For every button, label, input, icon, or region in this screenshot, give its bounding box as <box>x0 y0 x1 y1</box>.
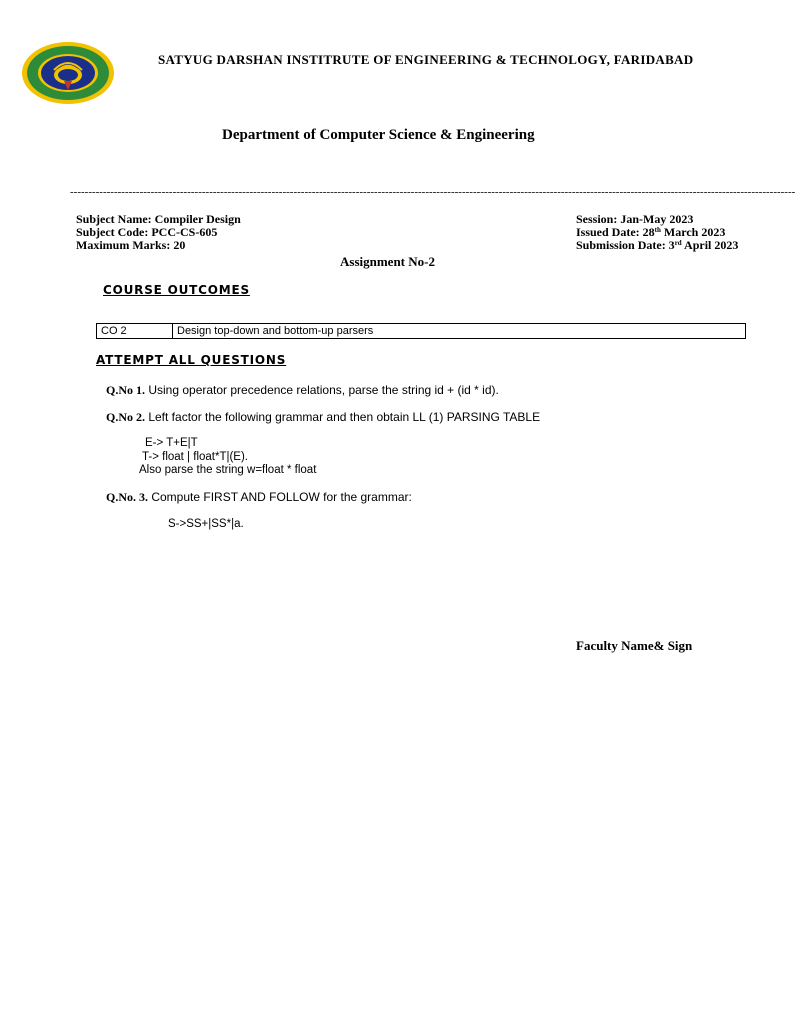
faculty-signature: Faculty Name& Sign <box>576 638 693 653</box>
issued-date-suffix: th <box>654 226 661 234</box>
submission-date-suffix: rd <box>674 239 682 247</box>
submission-date-month: April 2023 <box>681 238 739 252</box>
question-text: Left factor the following grammar and then obtain LL (1) PARSING TABLE <box>145 410 541 424</box>
separator-line: ------------------------------------------------------------------------------------------------------------------------------------------------------------------------------------------------------ <box>70 186 795 198</box>
subject-name: Subject Name: Compiler Design <box>76 212 241 226</box>
submission-date-text: Submission Date: 3 <box>576 238 675 252</box>
table-row <box>97 324 746 339</box>
question-text: Compute FIRST AND FOLLOW for the grammar: <box>148 490 412 504</box>
institute-name: SATYUG DARSHAN INSTITRUTE OF ENGINEERING & TECHNOLOGY, FARIDABAD <box>158 52 694 67</box>
grammar-line: S->SS+|SS*|a. <box>168 518 244 530</box>
question-2 <box>106 410 540 425</box>
issued-date-text: Issued Date: 28 <box>576 225 655 239</box>
department-title: Department of Computer Science & Engineering <box>222 127 535 143</box>
subject-code: Subject Code: PCC-CS-605 <box>76 225 218 239</box>
course-outcomes-heading: COURSE OUTCOMES <box>103 283 250 297</box>
grammar-line: Also parse the string w=float * float <box>139 464 317 476</box>
question-1 <box>106 383 499 398</box>
submission-date <box>576 239 738 252</box>
co-description: Design top-down and bottom-up parsers <box>173 324 746 339</box>
questions-heading: ATTEMPT ALL QUESTIONS <box>96 353 287 367</box>
question-number: Q.No 2. <box>106 410 145 424</box>
course-outcomes-table <box>96 323 746 339</box>
institute-logo <box>20 40 116 106</box>
session: Session: Jan-May 2023 <box>576 212 694 226</box>
grammar-line: E-> T+E|T <box>145 437 198 449</box>
question-text: Using operator precedence relations, parse the string id + (id * id). <box>145 383 499 397</box>
question-number: Q.No 1. <box>106 383 145 397</box>
subject-info <box>76 213 241 252</box>
question-3 <box>106 490 412 505</box>
assignment-title: Assignment No-2 <box>340 254 435 269</box>
question-number: Q.No. 3. <box>106 490 148 504</box>
co-code: CO 2 <box>97 324 173 339</box>
issued-date-month: March 2023 <box>660 225 726 239</box>
grammar-line: T-> float | float*T|(E). <box>142 451 248 463</box>
session-info <box>576 213 738 252</box>
maximum-marks: Maximum Marks: 20 <box>76 238 186 252</box>
